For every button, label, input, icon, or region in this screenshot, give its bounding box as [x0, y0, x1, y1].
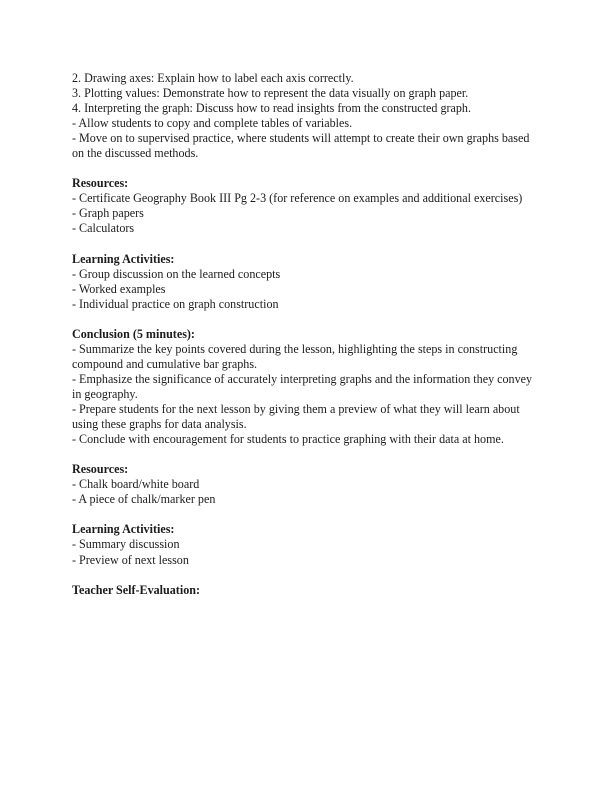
text-line: - Conclude with encouragement for students to practice graphing with their data at home. — [72, 432, 504, 447]
text-line: - Emphasize the significance of accurately interpreting graphs and the information they convey — [72, 371, 533, 386]
text-line: - Summarize the key points covered during the lesson, highlighting the steps in constructing — [72, 341, 518, 356]
section-heading: Learning Activities: — [72, 251, 175, 266]
text-line: - Calculators — [72, 221, 135, 236]
text-line: - Individual practice on graph construction — [72, 296, 279, 311]
text-line: compound and cumulative bar graphs. — [72, 356, 258, 371]
text-line: - Chalk board/white board — [72, 477, 200, 492]
text-line: 2. Drawing axes: Explain how to label each axis correctly. — [72, 71, 354, 85]
text-line: - Allow students to copy and complete tables of variables. — [72, 116, 353, 131]
text-line: on the discussed methods. — [72, 146, 199, 161]
text-line: - Move on to supervised practice, where students will attempt to create their own graphs based — [72, 131, 530, 146]
text-line: - Group discussion on the learned concepts — [72, 266, 281, 281]
text-line: - Preview of next lesson — [72, 552, 189, 567]
text-line: 3. Plotting values: Demonstrate how to represent the data visually on graph paper. — [72, 86, 469, 101]
document-content — [72, 71, 554, 598]
section-heading: Teacher Self-Evaluation: — [72, 582, 200, 597]
text-line: - A piece of chalk/marker pen — [72, 492, 216, 507]
section-heading: Conclusion (5 minutes): — [72, 326, 195, 341]
text-line: - Prepare students for the next lesson by giving them a preview of what they will learn about — [72, 402, 520, 417]
section-heading: Resources: — [72, 462, 129, 477]
text-line: - Worked examples — [72, 281, 166, 296]
text-line: in geography. — [72, 386, 138, 401]
section-heading: Learning Activities: — [72, 522, 175, 537]
section-heading: Resources: — [72, 176, 129, 191]
text-line: - Certificate Geography Book III Pg 2-3 (for reference on examples and additional exercises) — [72, 191, 523, 206]
text-line: - Graph papers — [72, 206, 144, 221]
text-line: 4. Interpreting the graph: Discuss how to read insights from the constructed graph. — [72, 101, 471, 116]
text-line: - Summary discussion — [72, 537, 180, 552]
text-line: using these graphs for data analysis. — [72, 417, 247, 432]
